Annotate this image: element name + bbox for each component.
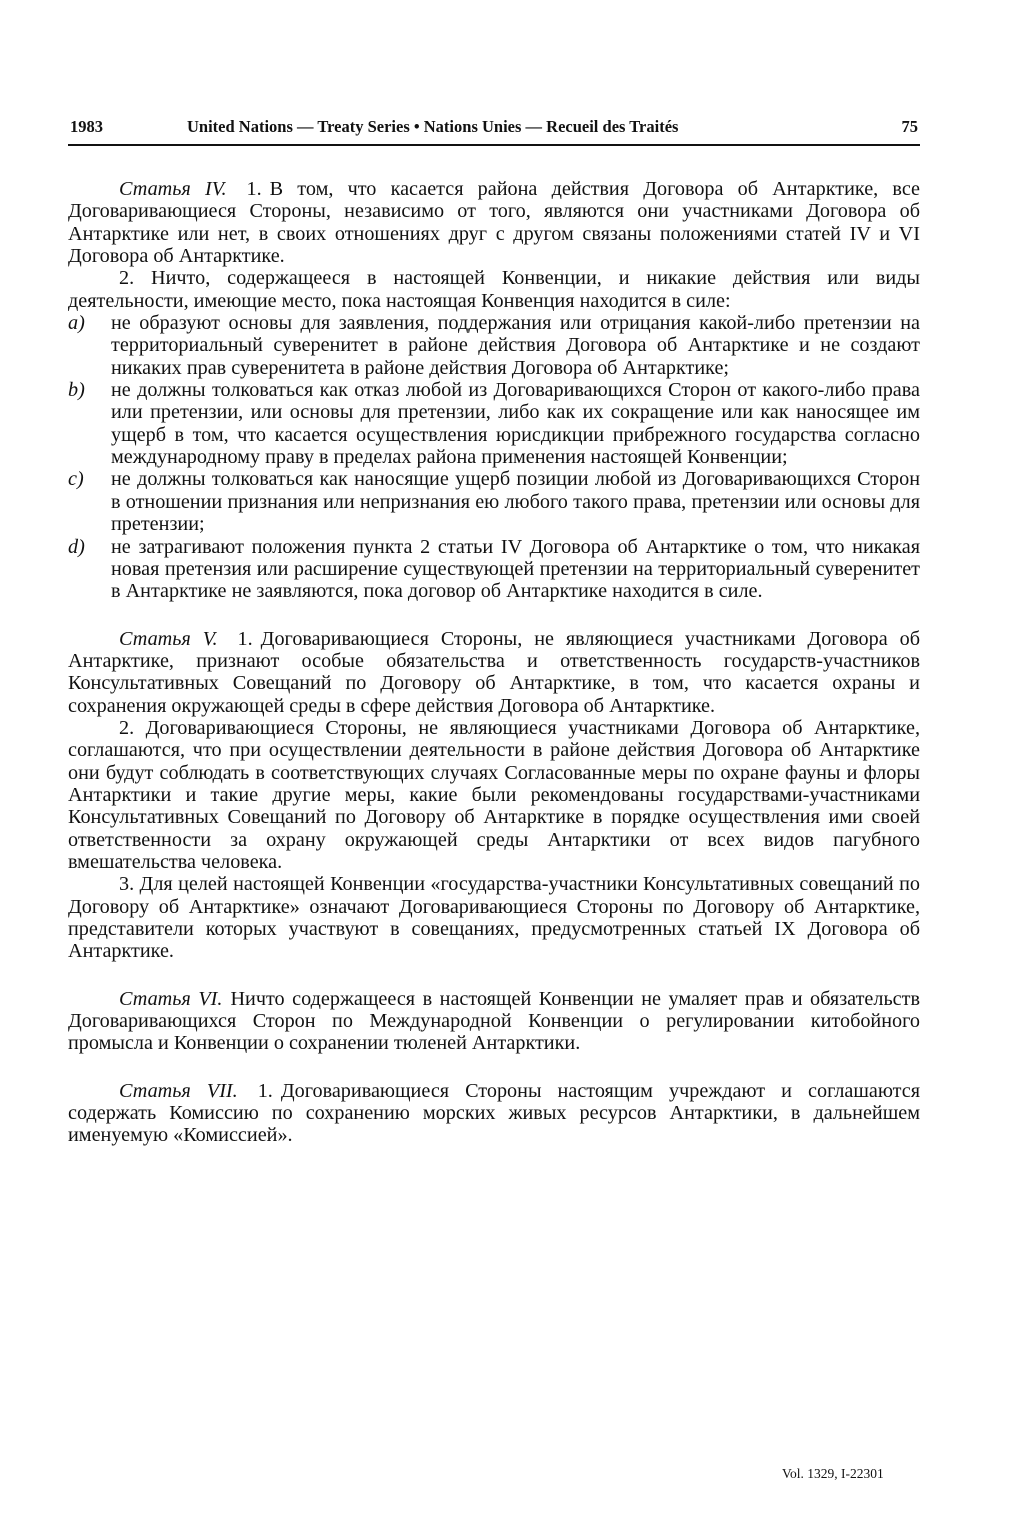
list-item — [68, 379, 920, 468]
article-6-paragraph — [68, 988, 920, 1055]
article-6-heading: Статья VI. — [119, 987, 223, 1010]
article-7-p1-number: 1. — [257, 1079, 273, 1102]
volume-reference: Vol. 1329, I-22301 — [782, 1466, 884, 1481]
article-4-paragraph-2: 2. Ничто, содержащееся в настоящей Конвенции, и никакие действия или виды деятельности, имеющие место, пока настоящая Конвенция находится в силе: — [68, 267, 920, 312]
item-marker: a) — [68, 312, 85, 335]
list-item — [68, 468, 920, 535]
list-item — [68, 312, 920, 379]
item-marker: c) — [68, 468, 84, 491]
article-4-p1-text: В том, что касается района действия Договора об Антарктике, все Договаривающиеся Стороны, независимо от того, являются они участниками Договора об Антарктике или нет, в своих отношениях друг с другом связаны положениями статей IV и VI Договора об Антарктике. — [68, 178, 920, 268]
document-body — [68, 178, 920, 1147]
article-4-heading: Статья IV. — [119, 178, 227, 200]
list-item — [68, 536, 920, 603]
article-7-p1-text: Договаривающиеся Стороны настоящим учреждают и соглашаются содержать Комиссию по сохранению морских живых ресурсов Антарктики, в дальнейшем именуемую «Комиссией». — [68, 1079, 920, 1147]
article-4-paragraph-1 — [68, 178, 920, 267]
article-5-heading: Статья V. — [119, 627, 218, 650]
article-7-heading: Статья VII. — [119, 1079, 238, 1102]
article-5-paragraph-2: 2. Договаривающиеся Стороны, не являющиеся участниками Договора об Антарктике, соглашаются, что при осуществлении деятельности в районе действия Договора об Антарктике они будут соблюдать в соответствующих случаях Согласованные меры по охране фауны и флоры Антарктики и такие другие меры, какие были рекомендованы государствами-участниками Консультативных Совещаний по Договору об Антарктике в порядке осуществления ими своей ответственности за охрану окружающей среды Антарктики от всех видов пагубного вмешательства человека. — [68, 716, 920, 873]
item-text: не должны толковаться как наносящие ущерб позиции любой из Договаривающихся Сторон в отношении признания или непризнания ею любого такого права, претензии или основы для претензии; — [111, 468, 920, 536]
article-5-paragraph-1 — [68, 628, 920, 717]
item-marker: b) — [68, 379, 85, 402]
item-text: не образуют основы для заявления, поддержания или отрицания какой-либо претензии на территориальный суверенитет в районе действия Договора об Антарктике и не создают никаких прав суверенитета в районе действия Договора об Антарктике; — [111, 312, 920, 379]
article-6-text: Ничто содержащееся в настоящей Конвенции не умаляет прав и обязательств Договаривающихся Сторон по Международной Конвенции о регулировании китобойного промысла и Конвенции о сохранении тюленей Антарктики. — [68, 987, 920, 1055]
header-title: United Nations — Treaty Series • Nations Unies — Recueil des Traités — [187, 117, 679, 136]
article-5-p1-number: 1. — [237, 627, 253, 650]
article-4-p1-number: 1. — [246, 178, 262, 200]
page-number: 75 — [901, 117, 918, 136]
item-text: не должны толковаться как отказ любой из Договаривающихся Сторон от какого-либо права или претензии, или основы для претензии, либо как их сокращение или как наносящее им ущерб в том, что касается осуществления юрисдикции прибрежного государства согласно международному праву в пределах района применения настоящей Конвенции; — [111, 379, 920, 469]
item-text: не затрагивают положения пункта 2 статьи IV Договора об Антарктике о том, что никакая новая претензия или расширение существующей претензии на территориальный суверенитет в Антарктике не заявляются, пока договор об Антарктике находится в силе. — [111, 535, 920, 603]
running-header — [68, 114, 920, 146]
article-4-item-list — [68, 312, 920, 602]
item-marker: d) — [68, 535, 85, 558]
header-year: 1983 — [70, 117, 103, 136]
article-7-paragraph-1 — [68, 1080, 920, 1147]
article-5-paragraph-3: 3. Для целей настоящей Конвенции «государства-участники Консультативных совещаний по Договору об Антарктике» означают Договаривающиеся Стороны по Договору об Антарктике, представители которых участвуют в совещаниях, предусмотренных статьей IX Договора об Антарктике. — [68, 873, 920, 963]
article-5-p1-text: Договаривающиеся Стороны, не являющиеся участниками Договора об Антарктике, признают особые обязательства и ответственность государств-участников Консультативных Совещаний по Договору об Антарктике, в том, что касается охраны и сохранения окружающей среды в сфере действия Договора об Антарктике. — [68, 627, 920, 717]
